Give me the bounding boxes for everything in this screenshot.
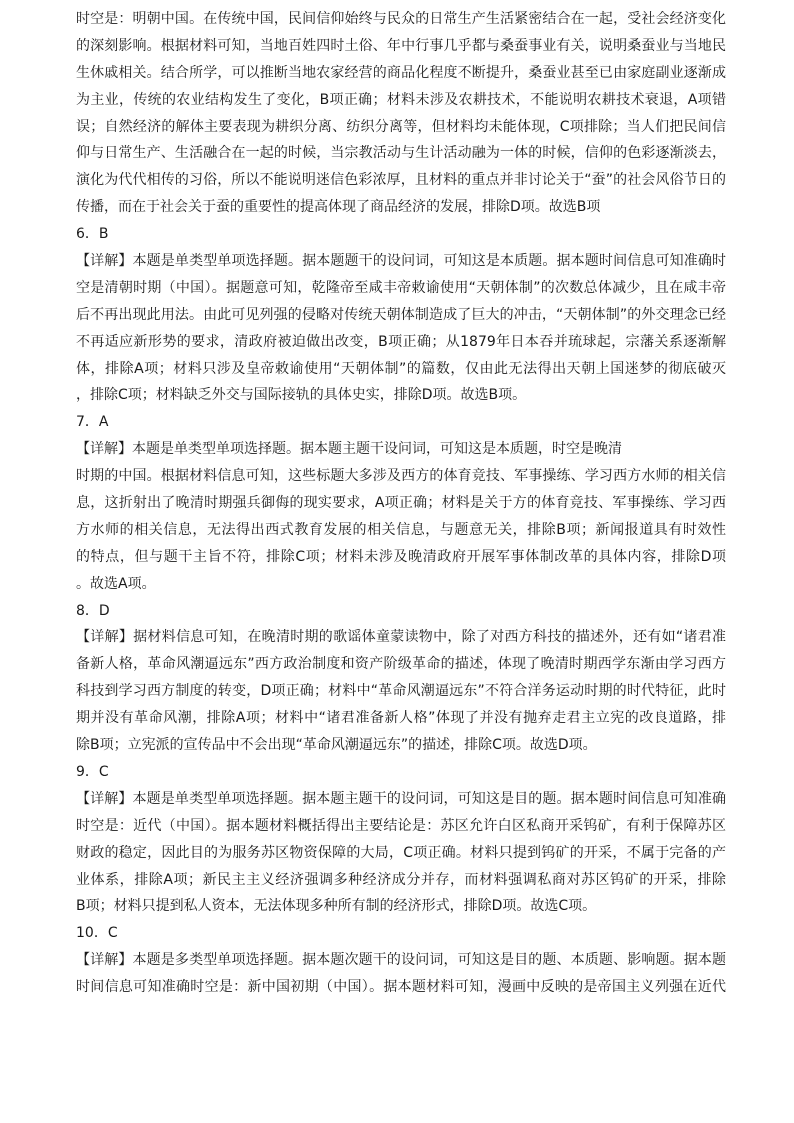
text-line: 9．C <box>76 763 109 780</box>
text-line: ，排除C项；材料缺乏外交与国际接轨的具体史实，排除D项。故选B项。 <box>76 387 527 404</box>
text-line: 息，这折射出了晚清时期强兵御侮的现实要求，A项正确；材料是关于方的体育竞技、军事操练、学习西 <box>76 495 726 512</box>
text-line: 体，排除A项；材料只涉及皇帝敕谕使用“天朝体制”的篇数，仅由此无法得出天朝上国迷梦的彻底破灭 <box>76 360 726 377</box>
text-line: 业体系，排除A项；新民主主义经济强调多种经济成分并存，而材料强调私商对苏区钨矿的开采，排除 <box>76 871 726 888</box>
text-line: 时空是：明朝中国。在传统中国，民间信仰始终与民众的日常生产生活紧密结合在一起，受社会经济变化 <box>76 11 726 27</box>
text-line: B项；材料只提到私人资本，无法体现多种所有制的经济形式，排除D项。故选C项。 <box>76 898 597 915</box>
text-line: 【详解】本题是单类型单项选择题。据本题主题干设问词，可知这是本质题，时空是晚清 <box>76 441 622 458</box>
text-line: 为主业，传统的农业结构发生了变化，B项正确；材料未涉及农耕技术，不能说明农耕技术衰退，A项错 <box>76 91 726 108</box>
text-line: 财政的稳定，因此目的为服务苏区物资保障的大局，C项正确。材料只提到钨矿的开采，不属于完备的产 <box>76 844 726 861</box>
text-line: 时期的中国。根据材料信息可知，这些标题大多涉及西方的体育竞技、军事操练、学习西方水师的相关信 <box>76 468 726 485</box>
text-line: 除B项；立宪派的宣传品中不会出现“革命风潮逼远东”的描述，排除C项。故选D项。 <box>76 737 597 754</box>
text-line: 【详解】本题是单类型单项选择题。据本题题干的设问词，可知这是本质题。据本题时间信息可知准确时 <box>76 253 726 270</box>
text-line: 7．A <box>76 414 109 431</box>
text-line: 的深刻影响。根据材料可知，当地百姓四时土俗、年中行事几乎都与桑蚕事业有关，说明桑蚕业与当地民 <box>76 37 726 54</box>
text-line: 科技到学习西方制度的转变，D项正确；材料中“革命风潮逼远东”不符合洋务运动时期的时代特征，此时 <box>76 683 726 700</box>
text-line: 仰与日常生产、生活融合在一起的时候，当宗教活动与生计活动融为一体的时候，信仰的色彩逐渐淡去， <box>76 145 726 162</box>
answer-explanation-text <box>76 6 726 1001</box>
text-line: 【详解】本题是多类型单项选择题。据本题次题干的设问词，可知这是目的题、本质题、影响题。据本题 <box>76 952 726 969</box>
text-line: 不再适应新形势的要求，清政府被迫做出改变，B项正确；从1879年日本吞并琉球起，宗藩关系逐渐解 <box>76 333 726 350</box>
text-line: 演化为代代相传的习俗，所以不能说明迷信色彩浓厚，且材料的重点并非讨论关于“蚕”的社会风俗节日的 <box>76 172 726 189</box>
text-line: 生休戚相关。结合所学，可以推断当地农家经营的商品化程度不断提升，桑蚕业甚至已由家庭副业逐渐成 <box>76 64 726 81</box>
text-line: 【详解】本题是单类型单项选择题。据本题主题干的设问词，可知这是目的题。据本题时间信息可知准确 <box>76 790 726 807</box>
text-line: 时空是：近代（中国）。据本题材料概括得出主要结论是：苏区允许白区私商开采钨矿，有利于保障苏区 <box>76 817 726 834</box>
text-line: 空是清朝时期（中国）。据题意可知，乾隆帝至咸丰帝敕谕使用“天朝体制”的次数总体减少，且在咸丰帝 <box>76 279 726 296</box>
text-line: 备新人格，革命风潮逼远东”西方政治制度和资产阶级革命的描述，体现了晚清时期西学东渐由学习西方 <box>76 656 726 673</box>
text-line: 6．B <box>76 226 109 243</box>
text-line: 传播，而在于社会关于蚕的重要性的提高体现了商品经济的发展，排除D项。故选B项 <box>76 199 601 216</box>
text-line: 。故选A项。 <box>76 575 156 592</box>
text-line: 的特点，但与题干主旨不符，排除C项；材料未涉及晚清政府开展军事体制改革的具体内容，排除D项 <box>76 548 726 565</box>
text-line: 时间信息可知准确时空是：新中国初期（中国）。据本题材料可知，漫画中反映的是帝国主义列强在近代 <box>76 979 726 996</box>
text-line: 8．D <box>76 602 110 619</box>
text-line: 10．C <box>76 925 118 942</box>
text-line: 方水师的相关信息，无法得出西式教育发展的相关信息，与题意无关，排除B项；新闻报道具有时效性 <box>76 521 726 538</box>
text-line: 期并没有革命风潮，排除A项；材料中“诸君准备新人格”体现了并没有抛弃走君主立宪的改良道路，排 <box>76 710 726 727</box>
text-line: 误；自然经济的解体主要表现为耕织分离、纺织分离等，但材料均未能体现，C项排除；当人们把民间信 <box>76 118 726 135</box>
text-line: 【详解】据材料信息可知，在晚清时期的歌谣体童蒙读物中，除了对西方科技的描述外，还有如“诸君准 <box>76 629 726 646</box>
text-line: 后不再出现此用法。由此可见列强的侵略对传统天朝体制造成了巨大的冲击，“天朝体制”的外交理念已经 <box>76 306 726 323</box>
